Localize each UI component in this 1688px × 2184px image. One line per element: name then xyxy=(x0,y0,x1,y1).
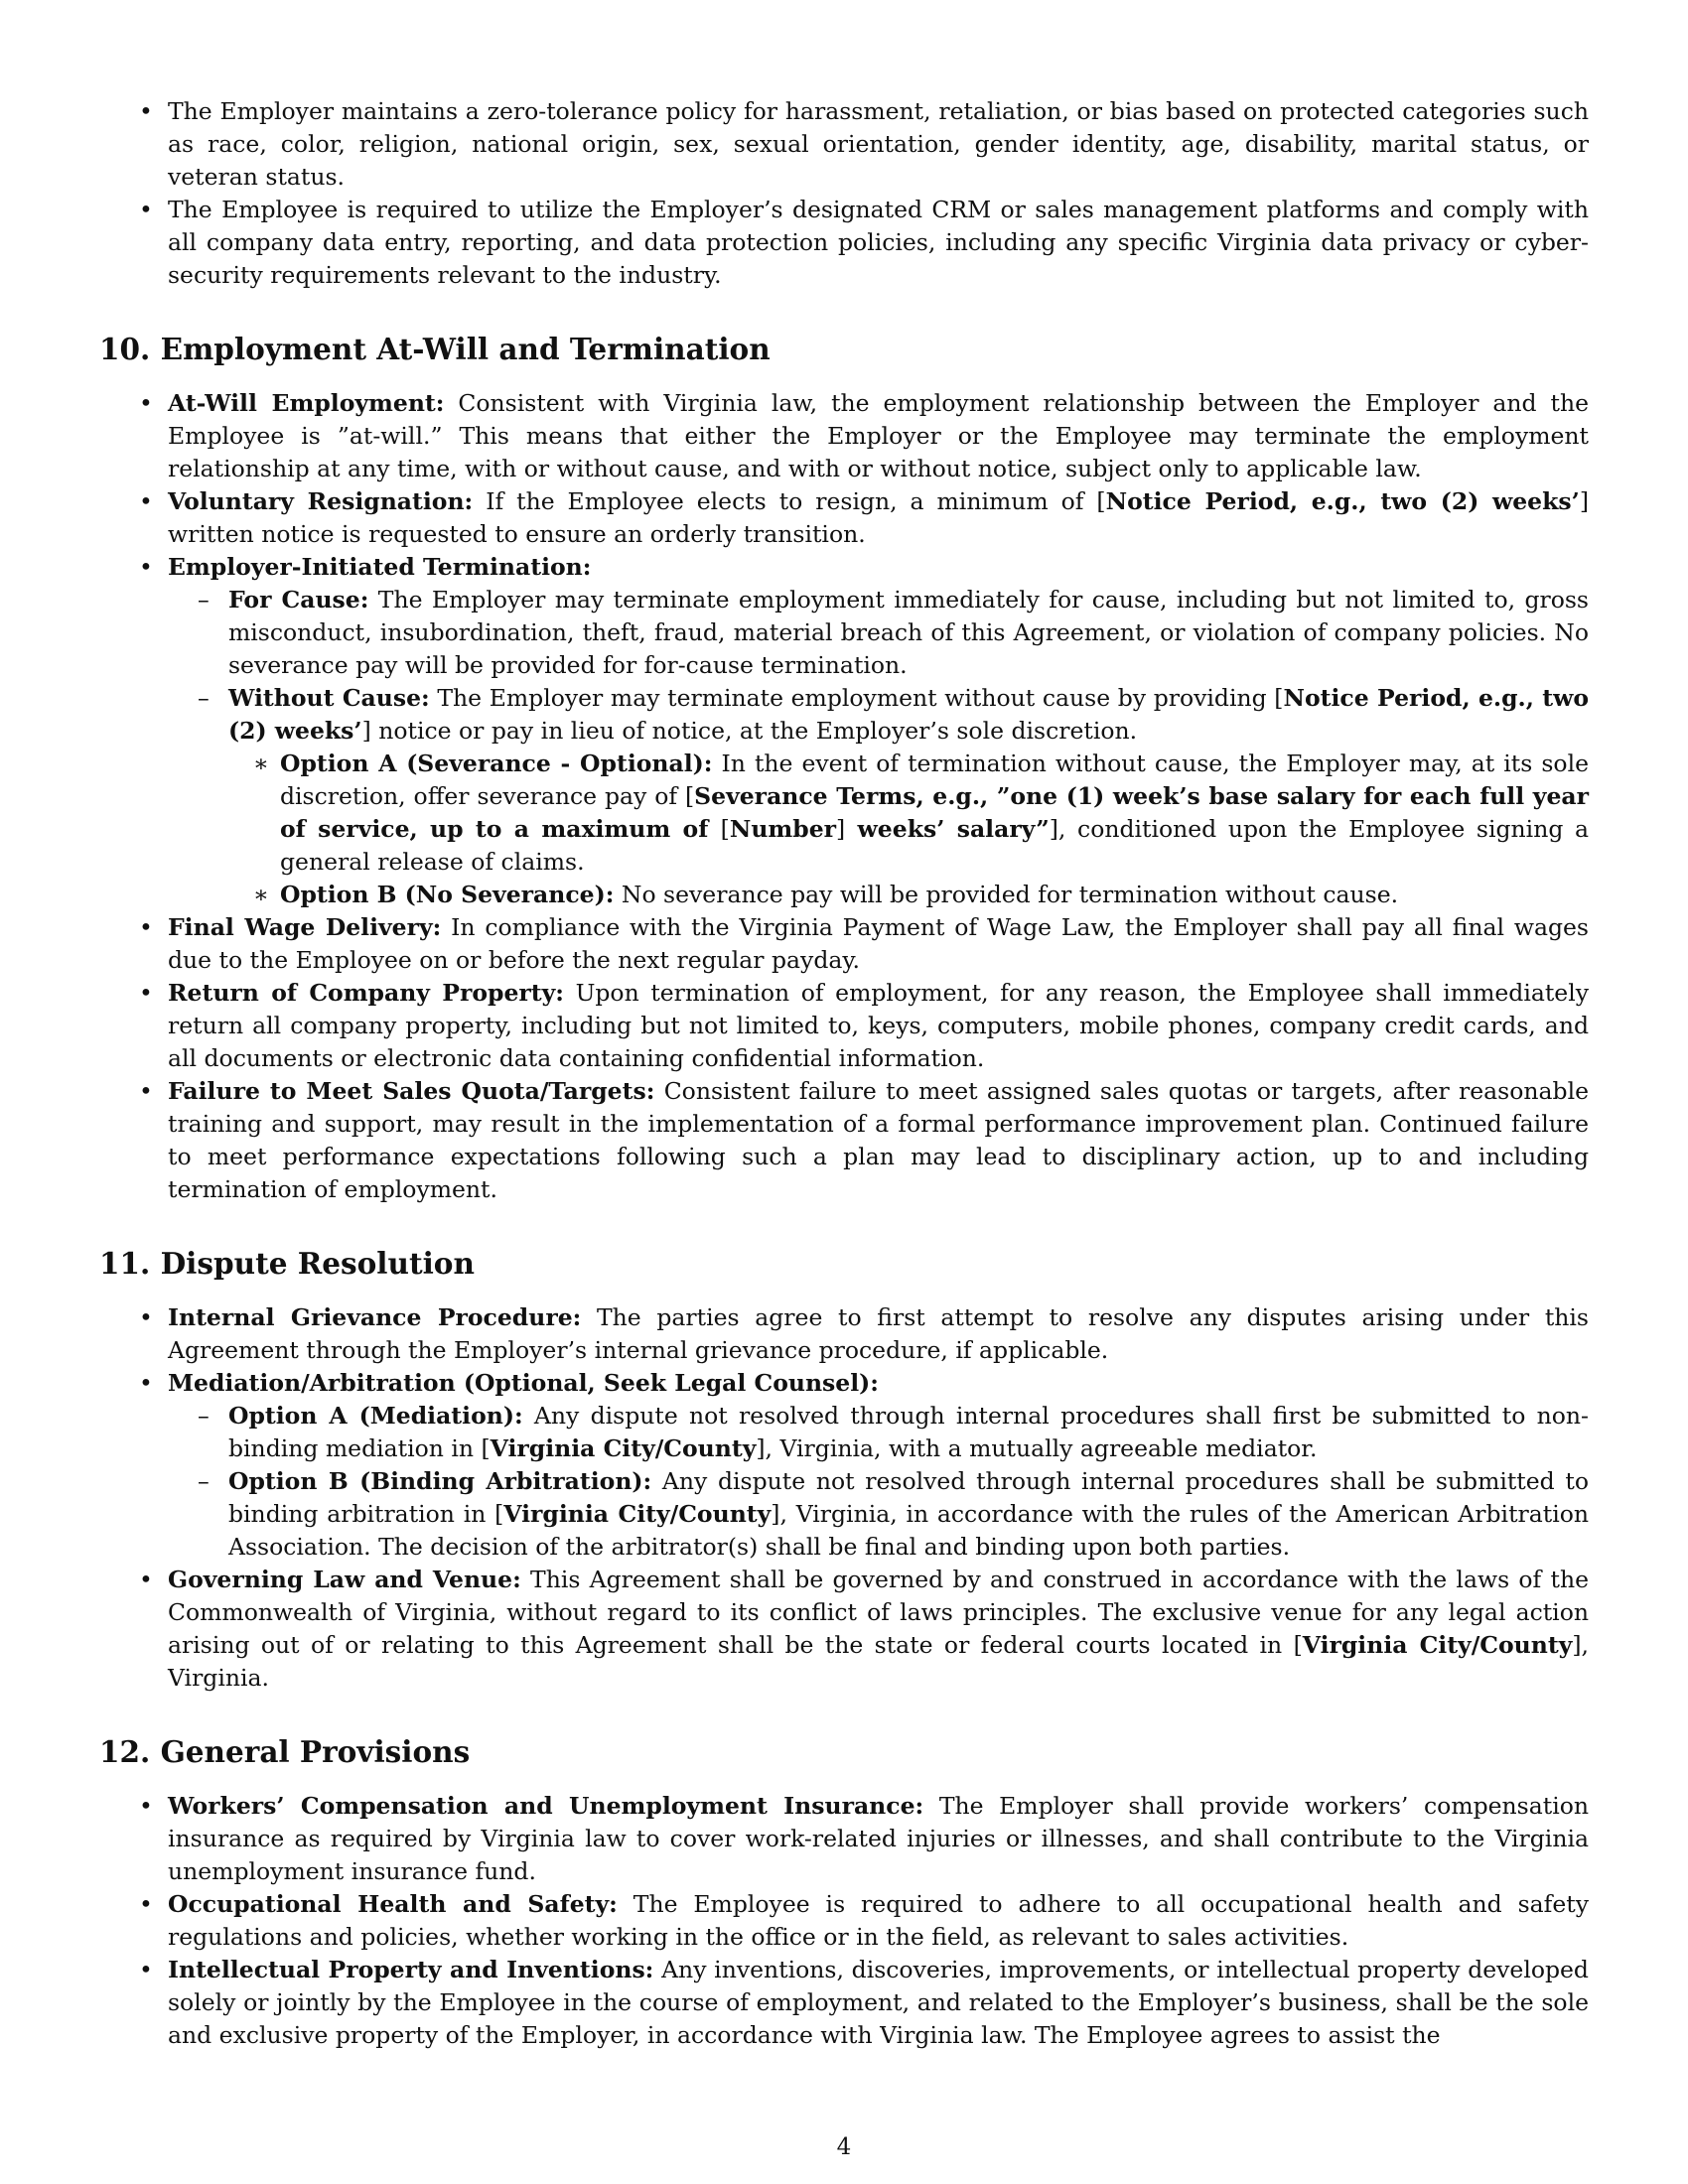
section-11-list xyxy=(99,1301,1589,1695)
list-item: ∗ Option B (No Severance): No severance pay will be provided for termination without cause. xyxy=(228,879,1589,911)
section-12-title: 12. General Provisions xyxy=(99,1734,471,1769)
list-item: • Employer-Initiated Termination: – For Cause: The Employer may terminate employment immediately for cause, including but not limited to, gross misconduct, insubordination, theft, fraud, material breach of this Agreement, or violation of company policies. No severance pay will be provided for for-cause termination. – Without Cause: The Employer may terminate employment without cause by providing [Notice Period, e.g., two (2) weeks’] notice or pay in lieu of notice, at the Employer’s sole discretion. ∗ Option A (Severance - Optional): In the event of termination without cause, the Employer may, at its sole discretion, offer severance pay of [Severance Terms, e.g., ”one (1) week’s base salary for each full year of service, up to a maximum of [Number] weeks’ salary”], conditioned upon the Employee signing a general release of claims. ∗ Option B (No Severance): No severance pay will be provided for termination without cause. xyxy=(99,551,1589,911)
sub-list xyxy=(168,584,1589,911)
list-item: • The Employer maintains a zero-tolerance policy for harassment, retaliation, or bias based on protected categories such as race, color, religion, national origin, sex, sexual orientation, gender identity, age, disability, marital status, or veteran status. xyxy=(99,95,1589,194)
list-item: • At-Will Employment: Consistent with Virginia law, the employment relationship between the Employer and the Employee is ”at-will.” This means that either the Employer or the Employee may terminate the employment relationship at any time, with or without cause, and with or without notice, subject only to applicable law. xyxy=(99,387,1589,485)
page-number: 4 xyxy=(836,2134,852,2160)
list-item: • Workers’ Compensation and Unemployment Insurance: The Employer shall provide workers’ compensation insurance as required by Virginia law to cover work-related injuries or illnesses, and shall contribute to the Virginia unemployment insurance fund. xyxy=(99,1790,1589,1888)
list-item: – Option A (Mediation): Any dispute not resolved through internal procedures shall first be submitted to non-binding mediation in [Virginia City/County], Virginia, with a mutually agreeable mediator. xyxy=(168,1400,1589,1465)
section-10-list xyxy=(99,387,1589,1206)
list-item: • Final Wage Delivery: In compliance with the Virginia Payment of Wage Law, the Employer shall pay all final wages due to the Employee on or before the next regular payday. xyxy=(99,911,1589,977)
list-item: • Occupational Health and Safety: The Employee is required to adhere to all occupational health and safety regulations and policies, whether working in the office or in the field, as relevant to sales activities. xyxy=(99,1888,1589,1954)
list-item: • Failure to Meet Sales Quota/Targets: Consistent failure to meet assigned sales quotas or targets, after reasonable training and support, may result in the implementation of a formal performance improvement plan. Continued failure to meet performance expectations following such a plan may lead to disciplinary action, up to and including termination of employment. xyxy=(99,1075,1589,1206)
section-11-title: 11. Dispute Resolution xyxy=(99,1246,475,1281)
list-item: • The Employee is required to utilize the Employer’s designated CRM or sales management platforms and comply with all company data entry, reporting, and data protection policies, including any specific Virginia data privacy or cyber-security requirements relevant to the industry. xyxy=(99,194,1589,292)
list-item: – For Cause: The Employer may terminate employment immediately for cause, including but not limited to, gross misconduct, insubordination, theft, fraud, material breach of this Agreement, or violation of company policies. No severance pay will be provided for for-cause termination. xyxy=(168,584,1589,682)
list-item: • Return of Company Property: Upon termination of employment, for any reason, the Employee shall immediately return all company property, including but not limited to, keys, computers, mobile phones, company credit cards, and all documents or electronic data containing confidential information. xyxy=(99,977,1589,1075)
list-item: • Governing Law and Venue: This Agreement shall be governed by and construed in accordance with the laws of the Commonwealth of Virginia, without regard to its conflict of laws principles. The exclusive venue for any legal action arising out of or relating to this Agreement shall be the state or federal courts located in [Virginia City/County], Virginia. xyxy=(99,1564,1589,1695)
list-item: • Intellectual Property and Inventions: Any inventions, discoveries, improvements, or intellectual property developed solely or jointly by the Employee in the course of employment, and related to the Employer’s business, shall be the sole and exclusive property of the Employer, in accordance with Virginia law. The Employee agrees to assist the xyxy=(99,1954,1589,2052)
section-10-title: 10. Employment At-Will and Termination xyxy=(99,332,771,366)
list-item: ∗ Option A (Severance - Optional): In the event of termination without cause, the Employer may, at its sole discretion, offer severance pay of [Severance Terms, e.g., ”one (1) week’s base salary for each full year of service, up to a maximum of [Number] weeks’ salary”], conditioned upon the Employee signing a general release of claims. xyxy=(228,748,1589,879)
list-item: – Without Cause: The Employer may terminate employment without cause by providing [Notice Period, e.g., two (2) weeks’] notice or pay in lieu of notice, at the Employer’s sole discretion. ∗ Option A (Severance - Optional): In the event of termination without cause, the Employer may, at its sole discretion, offer severance pay of [Severance Terms, e.g., ”one (1) week’s base salary for each full year of service, up to a maximum of [Number] weeks’ salary”], conditioned upon the Employee signing a general release of claims. ∗ Option B (No Severance): No severance pay will be provided for termination without cause. xyxy=(168,682,1589,911)
list-item: • Voluntary Resignation: If the Employee elects to resign, a minimum of [Notice Period, e.g., two (2) weeks’] written notice is requested to ensure an orderly transition. xyxy=(99,485,1589,551)
section-12-list xyxy=(99,1790,1589,2052)
list-item: • Mediation/Arbitration (Optional, Seek Legal Counsel): – Option A (Mediation): Any dispute not resolved through internal procedures shall first be submitted to non-binding mediation in [Virginia City/County], Virginia, with a mutually agreeable mediator. – Option B (Binding Arbitration): Any dispute not resolved through internal procedures shall be submitted to binding arbitration in [Virginia City/County], Virginia, in accordance with the rules of the American Arbitration Association. The decision of the arbitrator(s) shall be final and binding upon both parties. xyxy=(99,1367,1589,1564)
sub-list xyxy=(168,1400,1589,1564)
sub-sub-list xyxy=(228,748,1589,911)
document-page xyxy=(99,95,1589,2052)
list-item: • Internal Grievance Procedure: The parties agree to first attempt to resolve any disputes arising under this Agreement through the Employer’s internal grievance procedure, if applicable. xyxy=(99,1301,1589,1367)
intro-list xyxy=(99,95,1589,292)
list-item: – Option B (Binding Arbitration): Any dispute not resolved through internal procedures shall be submitted to binding arbitration in [Virginia City/County], Virginia, in accordance with the rules of the American Arbitration Association. The decision of the arbitrator(s) shall be final and binding upon both parties. xyxy=(168,1465,1589,1564)
